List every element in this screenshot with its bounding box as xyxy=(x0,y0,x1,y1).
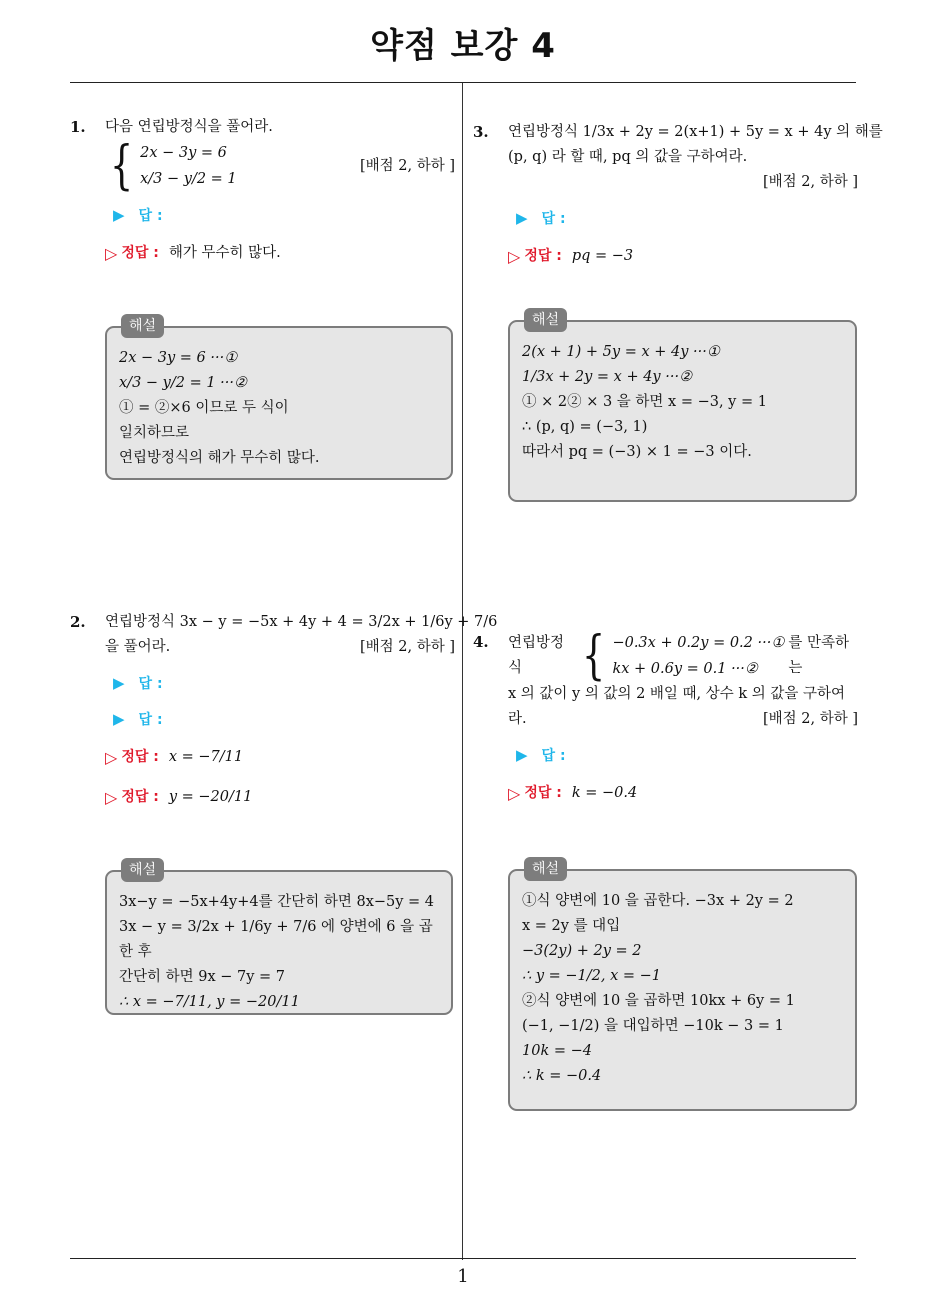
explanation-line: (−1, −1/2) 을 대입하면 −10k − 3 = 1 xyxy=(522,1018,784,1034)
correct-answer-line xyxy=(508,241,858,271)
problem-question-tail: x 의 값이 y 의 값의 2 배일 때, 상수 k 의 값을 구하여 xyxy=(508,686,846,702)
correct-answer-line xyxy=(105,742,455,772)
answer-label: 답 : xyxy=(138,712,163,728)
correct-answer-value: 해가 무수히 많다. xyxy=(168,244,281,261)
explanation-tag: 해설 xyxy=(524,308,567,332)
explanation-line: ∴ (p, q) = (−3, 1) xyxy=(522,419,648,435)
explanation-line: 3x − y = 3/2x + 1/6y + 7/6 에 양변에 6 을 곱한 후 xyxy=(119,919,433,960)
points-label: [배점 2, 하하 ] xyxy=(359,639,455,655)
equation-system xyxy=(105,136,237,196)
problem-2 xyxy=(70,610,498,812)
blue-triangle-icon: ▶ xyxy=(516,209,528,227)
problem-1 xyxy=(70,115,455,268)
problem-question: 다음 연립방정식을 풀어라. xyxy=(105,119,273,135)
explanation-line: ① = ②×6 이므로 두 식이 xyxy=(119,400,289,416)
explanation-box-4 xyxy=(508,861,857,1111)
blue-triangle-icon: ▶ xyxy=(113,710,125,728)
explanation-line: 10k = −4 xyxy=(522,1043,592,1059)
problem-question: 연립방정식 3x − y = −5x + 4y + 4 = 3/2x + 1/6y + 7/6 xyxy=(105,614,498,630)
explanation-line: −3(2y) + 2y = 2 xyxy=(522,943,642,959)
correct-label: 정답 : xyxy=(524,784,562,801)
blue-triangle-icon: ▶ xyxy=(113,674,125,692)
problem-number: 4. xyxy=(473,633,489,651)
page-number: 1 xyxy=(457,1266,469,1287)
column-divider xyxy=(462,83,463,1260)
red-outline-triangle-icon: ▷ xyxy=(105,243,118,263)
problem-question-mid: 를 만족하는 xyxy=(788,635,849,676)
correct-label: 정답 : xyxy=(121,244,159,261)
explanation-line: ① × 2② × 3 을 하면 x = −3, y = 1 xyxy=(522,394,767,410)
correct-answer-value: pq = −3 xyxy=(571,247,634,264)
answer-line xyxy=(516,742,858,768)
problem-question-tail: (p, q) 라 할 때, pq 의 값을 구하여라. xyxy=(508,149,748,165)
correct-answer-line xyxy=(105,238,455,268)
answer-line xyxy=(516,205,858,231)
explanation-line: ∴ x = −7/11, y = −20/11 xyxy=(119,994,300,1010)
red-outline-triangle-icon: ▷ xyxy=(105,787,118,807)
explanation-line: ①식 양변에 10 을 곱한다. −3x + 2y = 2 xyxy=(522,893,794,909)
explanation-tag: 해설 xyxy=(524,857,567,881)
problem-number: 3. xyxy=(473,123,489,141)
blue-triangle-icon: ▶ xyxy=(113,206,125,224)
correct-label: 정답 : xyxy=(121,788,159,805)
left-brace-icon: { xyxy=(109,136,134,196)
red-outline-triangle-icon: ▷ xyxy=(105,747,118,767)
explanation-box-2 xyxy=(105,862,453,1015)
problem-number: 1. xyxy=(70,118,86,136)
problem-3 xyxy=(473,120,883,271)
bottom-rule xyxy=(70,1258,856,1259)
explanation-tag: 해설 xyxy=(121,314,164,338)
problem-4 xyxy=(473,626,858,808)
equation-1: 2x − 3y = 6 xyxy=(140,145,227,161)
explanation-box-1 xyxy=(105,318,453,480)
left-brace-icon: { xyxy=(582,626,606,686)
points-label: [배점 2, 하하 ] xyxy=(359,157,455,174)
answer-label: 답 : xyxy=(138,208,163,224)
problem-question-tail2: 라. xyxy=(508,711,527,727)
correct-answer-value: y = −20/11 xyxy=(168,788,253,805)
explanation-line: ②식 양변에 10 을 곱하면 10kx + 6y = 1 xyxy=(522,993,795,1009)
explanation-line: ∴ y = −1/2, x = −1 xyxy=(522,968,662,984)
explanation-line: 일치하므로 xyxy=(119,425,190,441)
problem-number: 2. xyxy=(70,613,86,631)
explanation-line: ∴ k = −0.4 xyxy=(522,1068,602,1084)
correct-answer-value: k = −0.4 xyxy=(571,784,638,801)
explanation-line: 1/3x + 2y = x + 4y ···② xyxy=(522,369,693,385)
equation-2: kx + 0.6y = 0.1 ···② xyxy=(612,661,758,677)
explanation-box-3 xyxy=(508,312,857,502)
page-title: 약점 보강 4 xyxy=(370,26,556,66)
answer-line xyxy=(113,706,455,732)
points-label: [배점 2, 하하 ] xyxy=(762,711,858,727)
points-label: [배점 2, 하하 ] xyxy=(762,174,858,190)
blue-triangle-icon: ▶ xyxy=(516,746,528,764)
red-outline-triangle-icon: ▷ xyxy=(508,246,521,266)
explanation-line: 간단히 하면 9x − 7y = 7 xyxy=(119,969,286,985)
explanation-line: 따라서 pq = (−3) × 1 = −3 이다. xyxy=(522,444,752,460)
equation-1: −0.3x + 0.2y = 0.2 ···① xyxy=(612,635,785,651)
explanation-line: 2x − 3y = 6 ···① xyxy=(119,350,238,366)
top-rule xyxy=(70,82,856,83)
explanation-tag: 해설 xyxy=(121,858,164,882)
answer-label: 답 : xyxy=(541,211,566,227)
explanation-line: 연립방정식의 해가 무수히 많다. xyxy=(119,450,320,466)
equation-system xyxy=(577,626,785,686)
explanation-line: x = 2y 를 대입 xyxy=(522,918,621,934)
answer-line xyxy=(113,670,455,696)
answer-label: 답 : xyxy=(138,676,163,692)
red-outline-triangle-icon: ▷ xyxy=(508,783,521,803)
explanation-line: x/3 − y/2 = 1 ···② xyxy=(119,375,247,391)
answer-line xyxy=(113,202,455,228)
correct-answer-value: x = −7/11 xyxy=(168,748,244,765)
problem-question-tail: 을 풀어라. xyxy=(105,639,171,655)
correct-answer-line xyxy=(508,778,858,808)
answer-label: 답 : xyxy=(541,748,566,764)
correct-label: 정답 : xyxy=(121,748,159,765)
equation-2: x/3 − y/2 = 1 xyxy=(140,171,237,187)
explanation-line: 3x−y = −5x+4y+4를 간단히 하면 8x−5y = 4 xyxy=(119,894,435,910)
problem-question: 연립방정식 1/3x + 2y = 2(x+1) + 5y = x + 4y 의 해를 xyxy=(508,124,883,140)
correct-label: 정답 : xyxy=(524,247,562,264)
explanation-line: 2(x + 1) + 5y = x + 4y ···① xyxy=(522,344,720,360)
correct-answer-line xyxy=(105,782,455,812)
problem-question: 연립방정식 xyxy=(508,635,565,676)
